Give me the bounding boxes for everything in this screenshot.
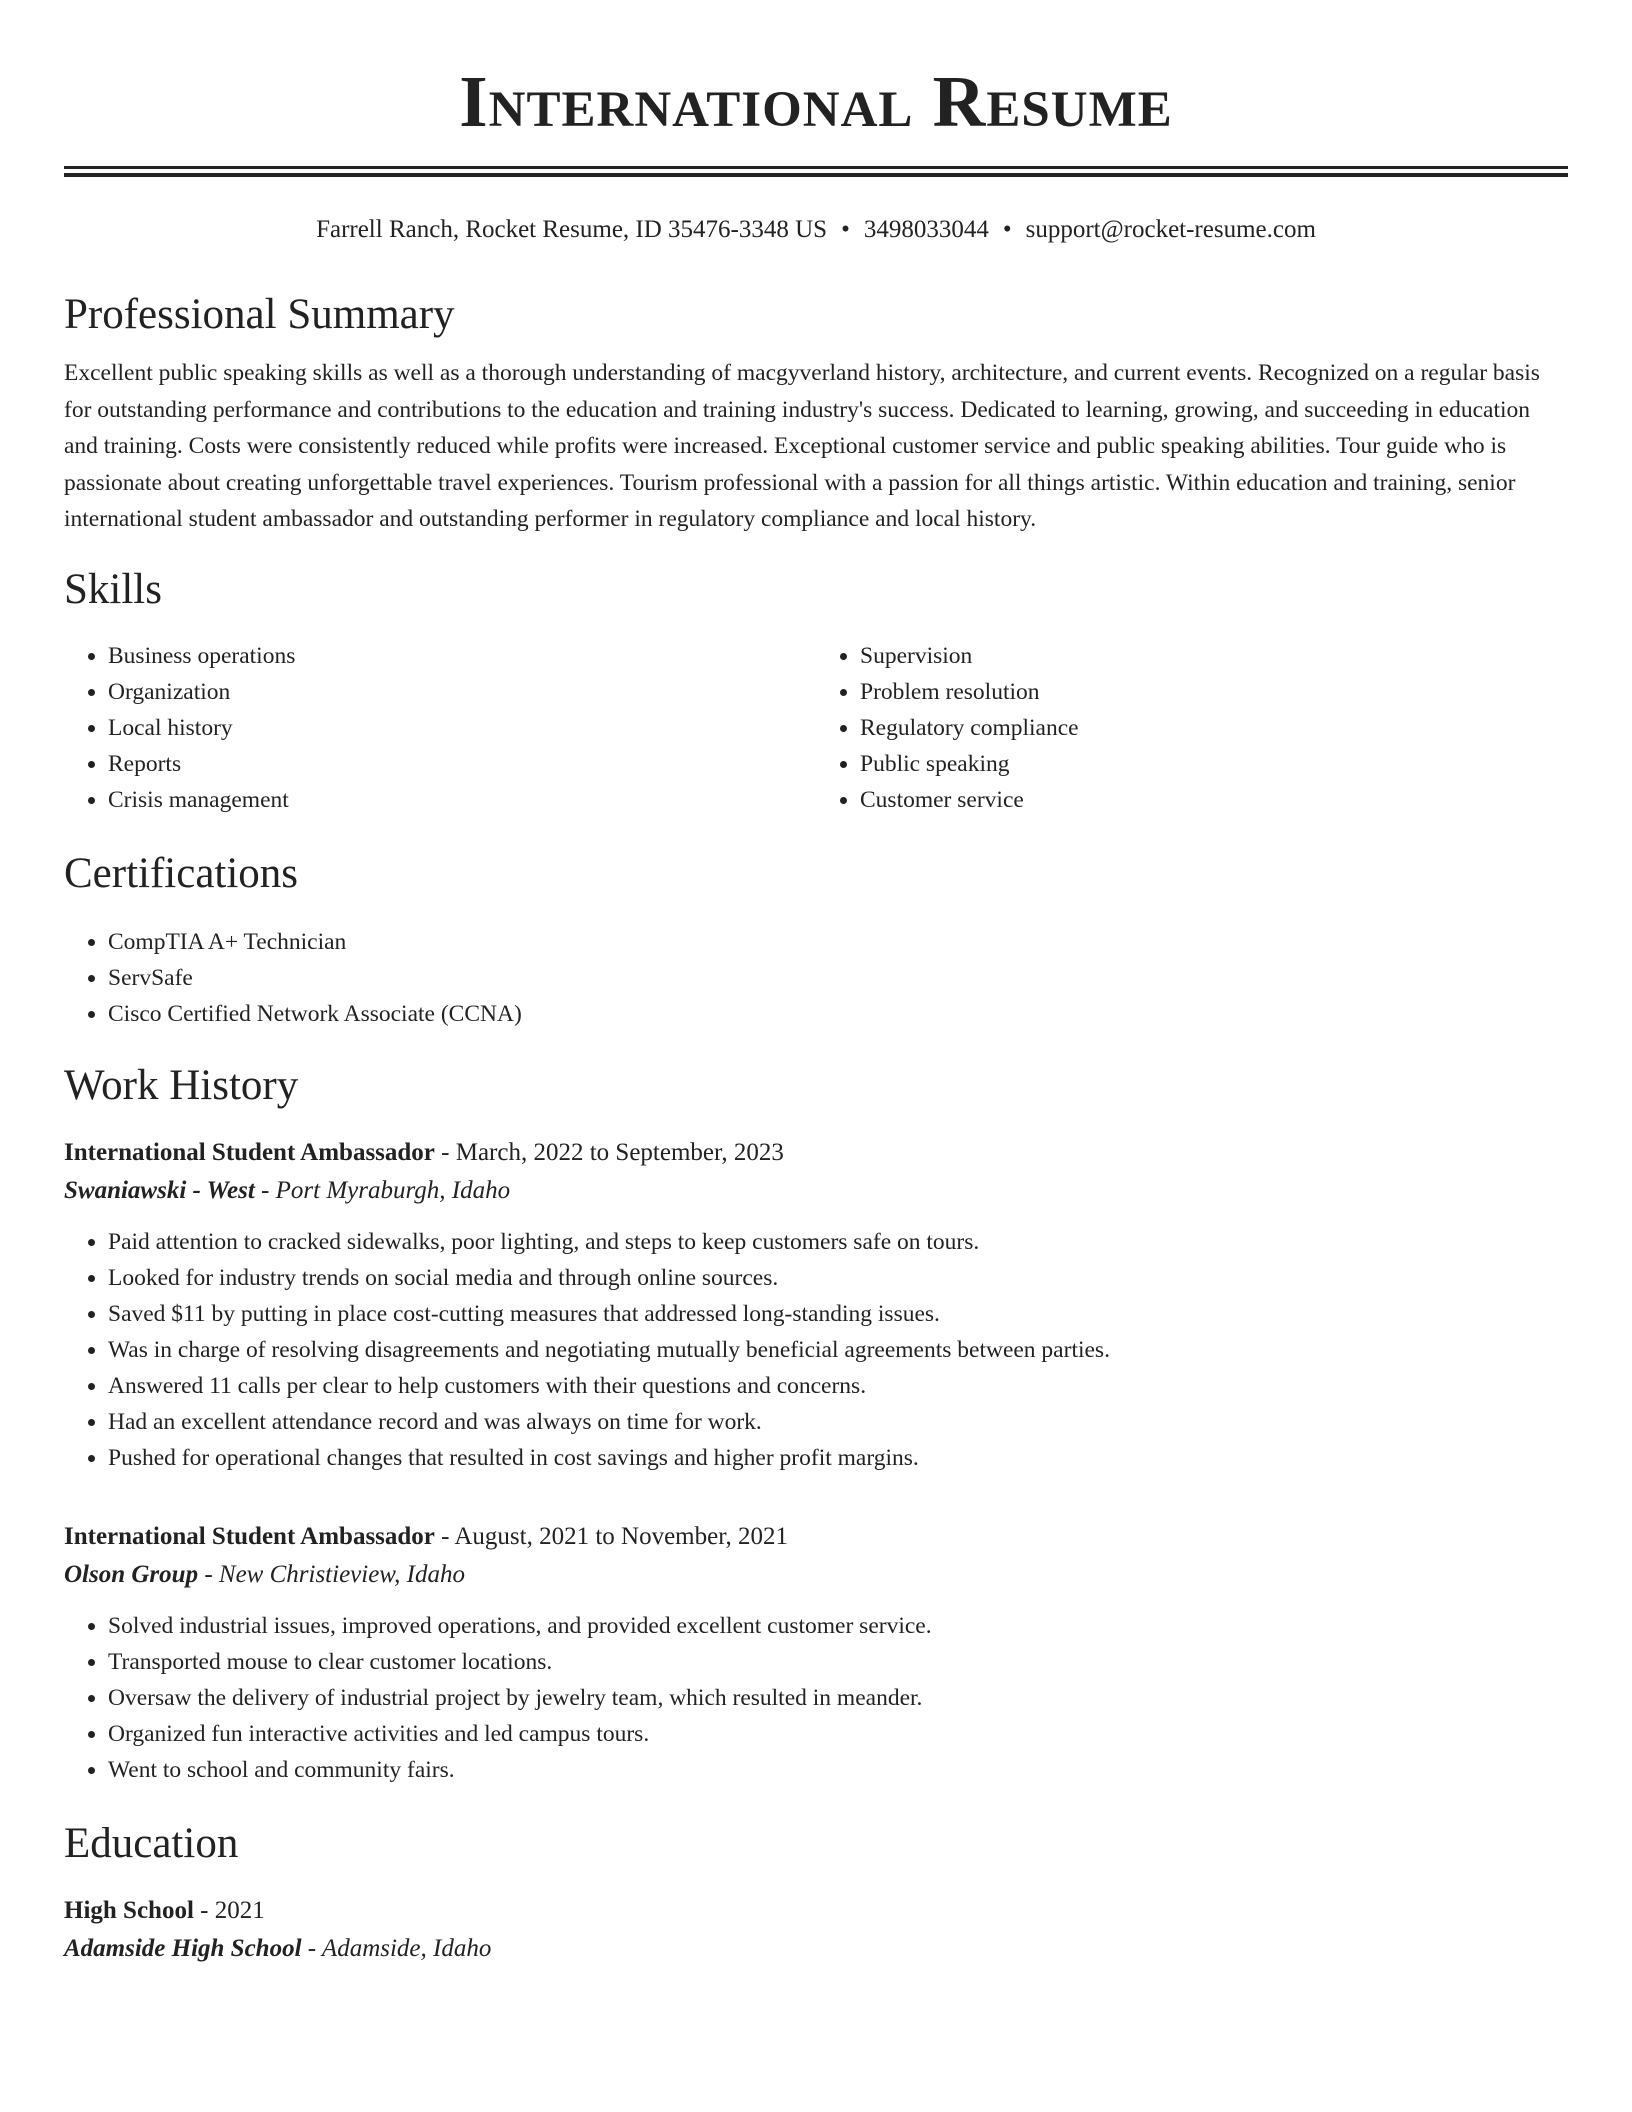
skills-list-right [816,638,1568,818]
skill-item: • Public speaking [860,746,1568,782]
job-employer [64,1556,1568,1594]
job-duty-item: • Saved $11 by putting in place cost-cutting measures that addressed long-standing issues. [108,1296,1568,1332]
contact-line [64,213,1568,247]
certifications-heading: Certifications [64,849,299,897]
job-duty-item: • Was in charge of resolving disagreements and negotiating mutually beneficial agreements between parties. [108,1332,1568,1368]
education-degree: High School [64,1896,194,1924]
job-duty-item: • Solved industrial issues, improved operations, and provided excellent customer service. [108,1608,1568,1644]
education-institution [64,1930,1568,1968]
job-company: Olson Group [64,1560,199,1588]
skills-list-left [64,638,816,818]
job-duty-item: • Answered 11 calls per clear to help customers with their questions and concerns. [108,1368,1568,1404]
summary-heading: Professional Summary [64,291,455,338]
education-school: Adamside High School [64,1934,302,1962]
education-heading: Education [64,1819,239,1867]
certification-item: • ServSafe [108,960,1568,996]
job-role: International Student Ambassador [64,1522,435,1550]
skill-item: • Regulatory compliance [860,710,1568,746]
certification-item: • CompTIA A+ Technician [108,924,1568,960]
job-role: International Student Ambassador [64,1138,435,1166]
education-location: - Adamside, Idaho [301,1934,492,1962]
skill-item: • Customer service [860,782,1568,818]
job-duty-item: • Oversaw the delivery of industrial project by jewelry team, which resulted in meander. [108,1680,1568,1716]
job-duties-list [64,1608,1568,1788]
contact-address: Farrell Ranch, Rocket Resume, ID 35476-3348 US [316,216,828,243]
job-header [64,1134,1568,1172]
header-divider [64,166,1568,177]
contact-email: support@rocket-resume.com [1025,216,1316,243]
job-dates: - March, 2022 to September, 2023 [434,1138,784,1166]
job-employer [64,1172,1568,1210]
skill-item: • Crisis management [108,782,816,818]
certifications-list [64,924,1568,1032]
contact-phone: 3498033044 [863,216,989,243]
skill-item: • Reports [108,746,816,782]
skill-item: • Problem resolution [860,674,1568,710]
job-duties-list [64,1224,1568,1476]
job-duty-item: • Organized fun interactive activities and led campus tours. [108,1716,1568,1752]
job-duty-item: • Transported mouse to clear customer locations. [108,1644,1568,1680]
contact-separator: • [841,216,850,243]
summary-text: Excellent public speaking skills as well as a thorough understanding of macgyverland history, architecture, and current events. Recognized on a regular basis for outstanding performance and contributions to the education and training industry's success. Dedicated to learning, growing, and succeeding in education and training. Costs were consistently reduced while profits were increased. Exceptional customer service and public speaking abilities. Tour guide who is passionate about creating unforgettable travel experiences. Tourism professional with a passion for all things artistic. Within education and training, senior international student ambassador and outstanding performer in regulatory compliance and local history. [64,360,1540,532]
job-duty-item: • Went to school and community fairs. [108,1752,1568,1788]
education-year: - 2021 [193,1896,265,1924]
skills-columns [64,638,1568,818]
certification-item: • Cisco Certified Network Associate (CCNA) [108,996,1568,1032]
job-company: Swaniawski - West [64,1176,255,1204]
skills-heading: Skills [64,565,162,613]
job-location: - Port Myraburgh, Idaho [254,1176,511,1204]
skill-item: • Business operations [108,638,816,674]
job-dates: - August, 2021 to November, 2021 [434,1522,789,1550]
skill-item: • Local history [108,710,816,746]
job-duty-item: • Had an excellent attendance record and was always on time for work. [108,1404,1568,1440]
work-history-heading: Work History [64,1061,299,1109]
education-header [64,1892,1568,1930]
job-header [64,1518,1568,1556]
job-duty-item: • Pushed for operational changes that resulted in cost savings and higher profit margins. [108,1440,1568,1476]
contact-separator: • [1002,216,1012,243]
resume-name: International Resume [459,61,1173,142]
job-duty-item: • Paid attention to cracked sidewalks, poor lighting, and steps to keep customers safe on tours. [108,1224,1568,1260]
skill-item: • Supervision [860,638,1568,674]
job-location: - New Christieview, Idaho [198,1560,465,1588]
job-duty-item: • Looked for industry trends on social media and through online sources. [108,1260,1568,1296]
skill-item: • Organization [108,674,816,710]
